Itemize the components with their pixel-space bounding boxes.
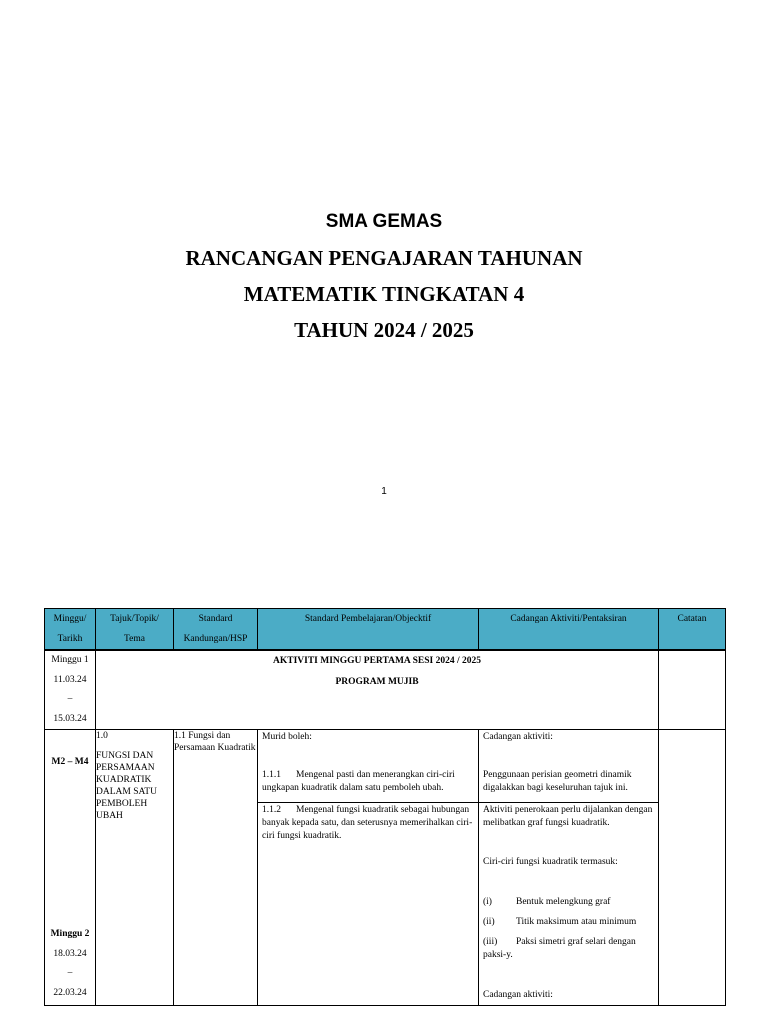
- feature-text: Bentuk melengkung graf: [516, 897, 611, 907]
- learning-standard-cell: [258, 730, 479, 1006]
- catatan-cell: [659, 730, 726, 1006]
- year-title: TAHUN 2024 / 2025: [294, 318, 474, 342]
- feature-number: (i): [483, 897, 492, 907]
- orientation-banner-program: PROGRAM MUJIB: [335, 677, 419, 687]
- week2-dash: –: [67, 968, 73, 978]
- learning-item-number: 1.1.2: [262, 805, 281, 815]
- week-range-label: M2 – M4: [51, 757, 89, 767]
- list-item: [483, 916, 654, 929]
- week1-dash: –: [67, 694, 73, 704]
- list-item: [483, 896, 654, 909]
- learning-item-1-1-2: [262, 804, 474, 843]
- header-minggu-line2: Tarikh: [57, 634, 83, 644]
- feature-text: Paksi simetri graf selari dengan paksi-y.: [483, 937, 636, 960]
- learning-item-text: Mengenal fungsi kuadratik sebagai hubungan banyak kepada satu, dan seterusnya memerihalkan ciri-ciri fungsi kuadratik.: [262, 805, 473, 841]
- week2-label: Minggu 2: [50, 929, 90, 939]
- activity-heading: Cadangan aktiviti:: [483, 732, 553, 742]
- list-item: [483, 936, 654, 962]
- activity-text-features: Ciri-ciri fungsi kuadratik termasuk:: [483, 857, 618, 867]
- activity-text-exploration: Aktiviti penerokaan perlu dijalankan dengan melibatkan graf fungsi kuadratik.: [483, 805, 653, 828]
- topic-number: 1.0: [96, 731, 108, 741]
- plan-title: RANCANGAN PENGAJARAN TAHUNAN: [185, 246, 583, 270]
- week1-date-end: 15.03.24: [53, 713, 87, 724]
- feature-list: [483, 896, 654, 962]
- week1-date-start: 11.03.24: [53, 674, 87, 685]
- topic-title: FUNGSI DAN PERSAMAAN KUADRATIK DALAM SATU PEMBOLEH UBAH: [96, 751, 157, 821]
- activity-block-2: [479, 802, 658, 1003]
- learning-item-text: Mengenal pasti dan menerangkan ciri-ciri ungkapan kuadratik dalam satu pemboleh ubah.: [262, 770, 455, 793]
- header-tajuk-line1: Tajuk/Topik/: [110, 614, 159, 624]
- page-number: 1: [381, 486, 387, 497]
- week1-cell: [45, 650, 96, 730]
- topic-cell: [96, 730, 174, 1006]
- feature-number: (ii): [483, 917, 495, 927]
- document-title: [0, 204, 768, 348]
- header-pembelajaran: [258, 609, 479, 651]
- header-catatan-label: Catatan: [677, 614, 707, 624]
- activity-block-1: [479, 730, 658, 802]
- learning-item-1-1-1: [262, 769, 474, 795]
- week2-block: [45, 925, 95, 1003]
- header-tajuk: [96, 609, 174, 651]
- feature-text: Titik maksimum atau minimum: [516, 917, 637, 927]
- header-minggu: [45, 609, 96, 651]
- header-cadangan: [479, 609, 659, 651]
- standard-text: 1.1 Fungsi dan Persamaan Kuadratik: [174, 731, 256, 753]
- week1-catatan-cell: [659, 650, 726, 730]
- week2-date-start: 18.03.24: [53, 948, 87, 959]
- activity-text-software: Penggunaan perisian geometri dinamik digalakkan bagi keseluruhan tajuk ini.: [483, 770, 632, 793]
- week1-label: Minggu 1: [51, 655, 89, 665]
- header-catatan: [659, 609, 726, 651]
- table-row: [45, 650, 726, 730]
- activity-heading-2: Cadangan aktiviti:: [483, 990, 553, 1000]
- orientation-banner-title: AKTIVITI MINGGU PERTAMA SESI 2024 / 2025: [273, 656, 481, 666]
- table-header-row: [45, 609, 726, 651]
- lesson-plan-table: [44, 608, 726, 1006]
- header-tajuk-line2: Tema: [124, 634, 145, 644]
- school-name: SMA GEMAS: [325, 211, 443, 232]
- header-standard-line2: Kandungan/HSP: [183, 634, 248, 644]
- table-row: [45, 730, 726, 1006]
- subject-title: MATEMATIK TINGKATAN 4: [243, 282, 525, 306]
- week2-date-end: 22.03.24: [53, 987, 87, 998]
- learning-item-number: 1.1.1: [262, 770, 281, 780]
- header-pembelajaran-label: Standard Pembelajaran/Objecktif: [304, 614, 432, 624]
- feature-number: (iii): [483, 937, 498, 947]
- murid-boleh-label: Murid boleh:: [262, 732, 312, 742]
- activity-cell: [479, 730, 659, 1006]
- orientation-banner-cell: [96, 650, 659, 730]
- learning-block-2: [258, 802, 478, 844]
- learning-block-1: [258, 730, 478, 802]
- header-standard: [174, 609, 258, 651]
- standard-cell: [174, 730, 258, 1006]
- header-cadangan-label: Cadangan Aktiviti/Pentaksiran: [510, 614, 627, 624]
- week-range-cell: [45, 730, 96, 1006]
- header-minggu-line1: Minggu/: [53, 614, 87, 624]
- header-standard-line1: Standard: [198, 614, 233, 624]
